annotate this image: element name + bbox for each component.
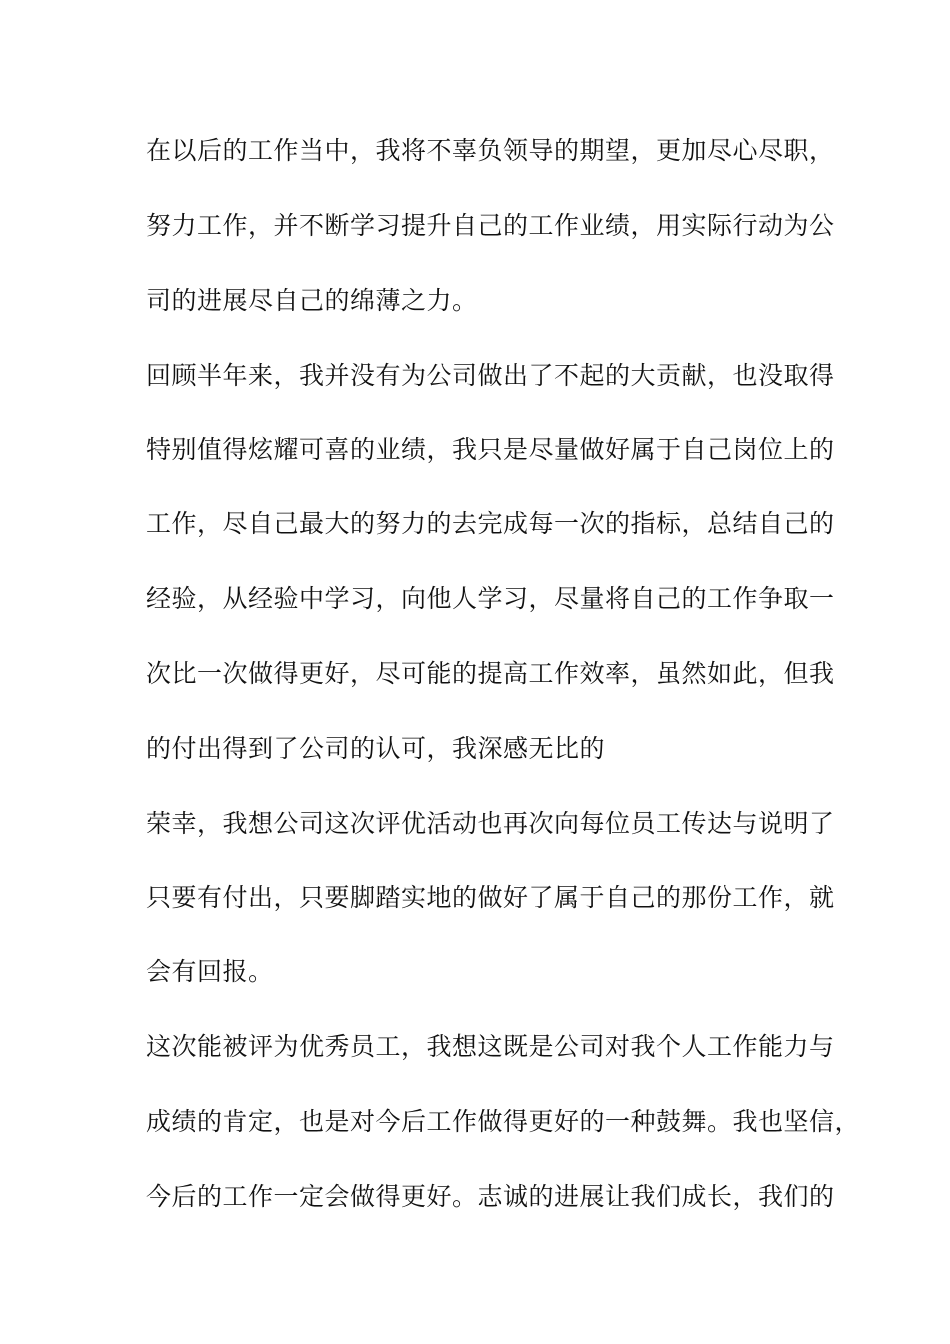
text-line: 经验，从经验中学习，向他人学习，尽量将自己的工作争取一	[146, 584, 835, 613]
text-line: 会有回报。	[146, 957, 274, 986]
text-line: 次比一次做得更好，尽可能的提高工作效率，虽然如此，但我	[146, 659, 835, 688]
text-line: 努力工作，并不断学习提升自己的工作业绩，用实际行动为公	[146, 211, 835, 240]
text-line: 只要有付出，只要脚踏实地的做好了属于自己的那份工作，就	[146, 883, 835, 912]
text-line: 的付出得到了公司的认可，我深感无比的	[146, 734, 606, 763]
text-line: 在以后的工作当中，我将不辜负领导的期望，更加尽心尽职，	[146, 136, 835, 165]
text-line: 荣幸，我想公司这次评优活动也再次向每位员工传达与说明了	[146, 809, 835, 838]
text-line: 回顾半年来，我并没有为公司做出了不起的大贡献，也没取得	[146, 361, 835, 390]
text-line: 这次能被评为优秀员工，我想这既是公司对我个人工作能力与	[146, 1032, 835, 1061]
text-line: 司的进展尽自己的绵薄之力。	[146, 286, 478, 315]
text-line: 今后的工作一定会做得更好。志诚的进展让我们成长，我们的	[146, 1182, 835, 1211]
text-line: 特别值得炫耀可喜的业绩，我只是尽量做好属于自己岗位上的	[146, 435, 835, 464]
text-line: 工作，尽自己最大的努力的去完成每一次的指标，总结自己的	[146, 509, 835, 538]
text-line: 成绩的肯定，也是对今后工作做得更好的一种鼓舞。我也坚信，	[146, 1107, 861, 1136]
